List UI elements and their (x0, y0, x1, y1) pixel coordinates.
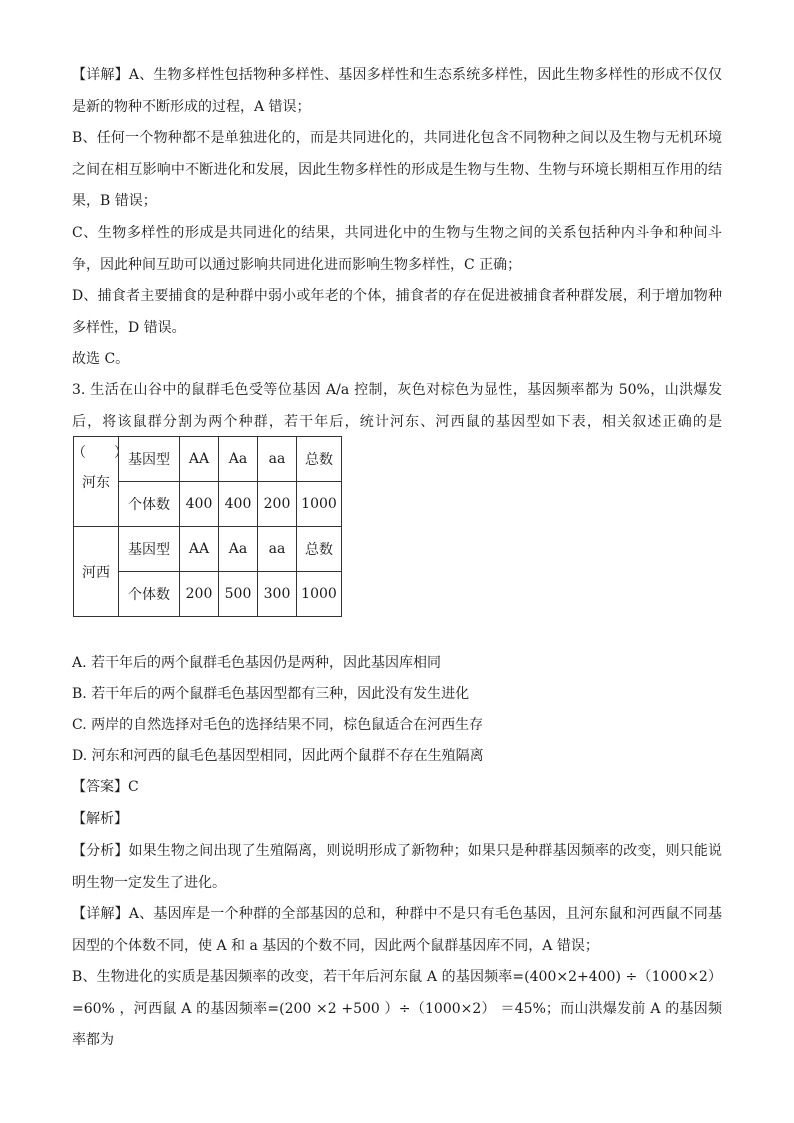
count-header: 个体数 (119, 572, 180, 617)
genotype-header: 基因型 (119, 527, 180, 572)
count-header: 个体数 (119, 482, 180, 527)
analysis-paragraph: 【分析】如果生物之间出现了生殖隔离，则说明形成了新物种；如果只是种群基因频率的改变，则只能说明生物一定发生了进化。 (72, 843, 722, 891)
count-total-cell: 1000 (297, 482, 342, 527)
count-cell: 200 (258, 482, 297, 527)
detail-a-paragraph: 【详解】A、基因库是一个种群的全部基因的总和，种群中不是只有毛色基因，且河东鼠和河西鼠不同基因型的个体数不同，使 A 和 a 基因的个数不同，因此两个鼠群基因库不同，A 错误； (72, 906, 722, 954)
genotype-total: 总数 (297, 437, 342, 482)
option-a: A. 若干年后的两个鼠群毛色基因仍是两种，因此基因库相同 (72, 655, 442, 671)
option-b: B. 若干年后的两个鼠群毛色基因型都有三种，因此没有发生进化 (72, 686, 470, 702)
genotype-header: 基因型 (119, 437, 180, 482)
question-3-stem: 3. 生活在山谷中的鼠群毛色受等位基因 A/a 控制，灰色对棕色为显性，基因频率都为 50%，山洪爆发后，将该鼠群分割为两个种群，若干年后，统计河东、河西鼠的基因型如下表，相关叙述正确的是（ ） (72, 382, 722, 461)
explanation-a-paragraph: 【详解】A、生物多样性包括物种多样性、基因多样性和生态系统多样性，因此生物多样性的形成不仅仅是新的物种不断形成的过程，A 错误； (72, 67, 722, 115)
analysis-heading: 【解析】 (72, 811, 128, 827)
count-cell: 200 (180, 572, 219, 617)
genotype-aa-dominant: AA (180, 437, 219, 482)
genotype-table (73, 436, 342, 617)
answer-line: 【答案】C (72, 779, 139, 795)
genotype-aa-dominant: AA (180, 527, 219, 572)
count-cell: 300 (258, 572, 297, 617)
detail-b-paragraph: B、生物进化的实质是基因频率的改变，若干年后河东鼠 A 的基因频率=(400×2+400) ÷（1000×2）=60% ，河西鼠 A 的基因频率=(200 ×2 +500 ）÷（1000×2） ＝45%；而山洪爆发前 A 的基因频率都为 (72, 969, 722, 1048)
genotype-total: 总数 (297, 527, 342, 572)
count-cell: 400 (180, 482, 219, 527)
table-row (74, 527, 342, 572)
option-d: D. 河东和河西的鼠毛色基因型相同，因此两个鼠群不存在生殖隔离 (72, 748, 484, 764)
table-row (74, 437, 342, 482)
explanation-d-paragraph: D、捕食者主要捕食的是种群中弱小或年老的个体，捕食者的存在促进被捕食者种群发展，利于增加物种多样性，D 错误。 (72, 288, 722, 336)
region-name-west: 河西 (74, 527, 119, 617)
explanation-b-paragraph: B、任何一个物种都不是单独进化的，而是共同进化的，共同进化包含不同物种之间以及生物与无机环境之间在相互影响中不断进化和发展，因此生物多样性的形成是生物与生物、生物与环境长期相互作用的结果，B 错误； (72, 130, 722, 209)
genotype-aa-recessive: aa (258, 437, 297, 482)
count-cell: 400 (219, 482, 258, 527)
option-c: C. 两岸的自然选择对毛色的选择结果不同，棕色鼠适合在河西生存 (72, 717, 484, 733)
count-total-cell: 1000 (297, 572, 342, 617)
genotype-aa-hetero: Aa (219, 437, 258, 482)
count-cell: 500 (219, 572, 258, 617)
genotype-aa-hetero: Aa (219, 527, 258, 572)
conclusion-line: 故选 C。 (72, 351, 130, 367)
explanation-c-paragraph: C、生物多样性的形成是共同进化的结果，共同进化中的生物与生物之间的关系包括种内斗争和种间斗争，因此种间互助可以通过影响共同进化进而影响生物多样性，C 正确； (72, 225, 722, 273)
region-name-east: 河东 (74, 437, 119, 527)
genotype-aa-recessive: aa (258, 527, 297, 572)
